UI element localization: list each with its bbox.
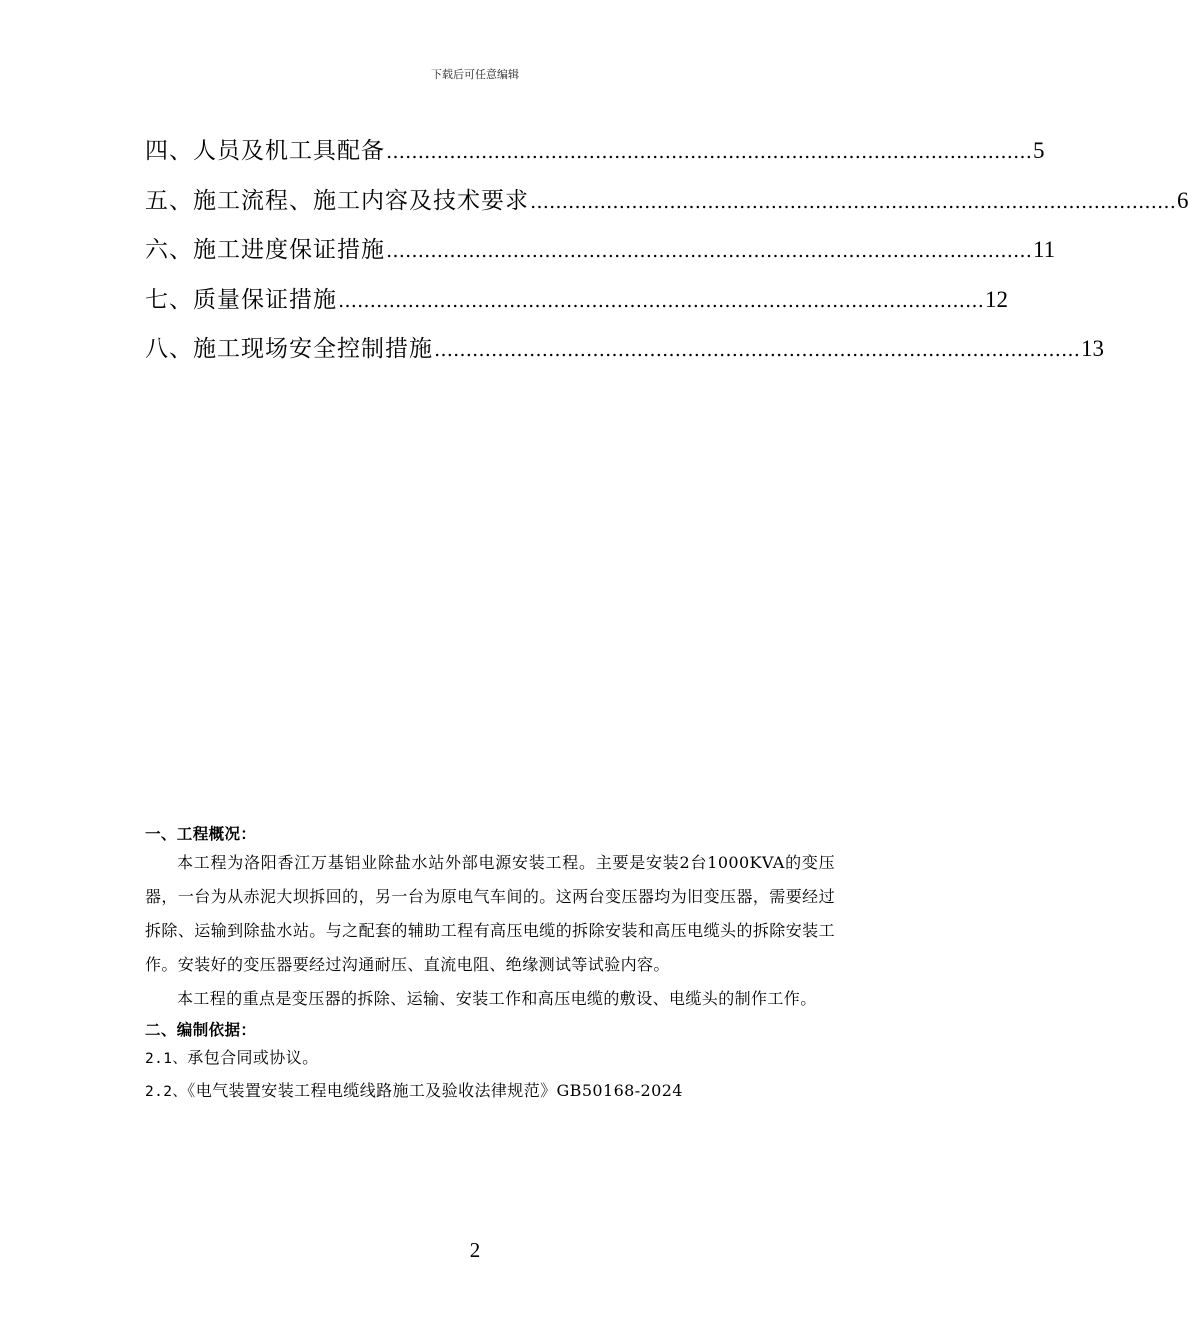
toc-entry-page: 12: [985, 286, 1008, 312]
section-heading: 一、工程概况：: [145, 825, 257, 843]
toc-entry[interactable]: [145, 281, 1008, 331]
list-item: [145, 1042, 835, 1075]
toc-entry-title: 八、施工现场安全控制措施: [145, 336, 433, 362]
toc-entry[interactable]: [145, 182, 1189, 232]
toc-entry[interactable]: [145, 132, 1045, 182]
toc-entry-title: 七、质量保证措施: [145, 286, 337, 313]
page-header: 下载后可任意编辑: [431, 68, 519, 81]
toc-entry-page: 11: [1033, 237, 1056, 262]
toc-entry-title: 五、施工流程、施工内容及技术要求: [145, 187, 529, 214]
toc-leader-dots: …………………………………………………………………………………………: [338, 289, 984, 312]
toc-leader-dots: …………………………………………………………………………………………: [386, 240, 1032, 262]
toc-leader-dots: …………………………………………………………………………………………: [530, 190, 1176, 213]
toc-leader-dots: …………………………………………………………………………………………: [434, 339, 1080, 361]
toc-leader-dots: …………………………………………………………………………………………: [386, 141, 1032, 163]
document-body: [145, 822, 835, 1108]
list-item: [145, 1075, 835, 1108]
toc-entry-page: 5: [1033, 138, 1045, 163]
toc-entry[interactable]: [145, 231, 1056, 281]
list-item-text: 承包合同或协议。: [187, 1048, 319, 1067]
toc-entry-title: 四、人员及机工具配备: [145, 138, 385, 164]
toc-entry-title: 六、施工进度保证措施: [145, 237, 385, 263]
body-paragraph: 本工程的重点是变压器的拆除、运输、安装工作和高压电缆的敷设、电缆头的制作工作。: [177, 989, 817, 1008]
table-of-contents: [145, 132, 1189, 380]
body-paragraph: 本工程为洛阳香江万基铝业除盐水站外部电源安装工程。主要是安装2台1000KVA的变压器，一台为从赤泥大坝拆回的，另一台为原电气车间的。这两台变压器均为旧变压器，需要经过拆除、运输到除盐水站。与之配套的辅助工程有高压电缆的拆除安装和高压电缆头的拆除安装工作。安装好的变压器要经过沟通耐压、直流电阻、绝缘测试等试验内容。: [145, 853, 835, 974]
list-item-text: 《电气装置安装工程电缆线路施工及验收法律规范》GB50168-2024: [187, 1081, 683, 1100]
section-heading: 二、编制依据：: [145, 1021, 257, 1039]
list-item-number: 2.2、: [145, 1084, 188, 1100]
toc-entry-page: 13: [1081, 336, 1104, 361]
toc-entry-page: 6: [1177, 187, 1189, 213]
page-number: 2: [469, 1238, 481, 1262]
list-item-number: 2.1、: [145, 1051, 188, 1067]
toc-entry[interactable]: [145, 330, 1104, 380]
